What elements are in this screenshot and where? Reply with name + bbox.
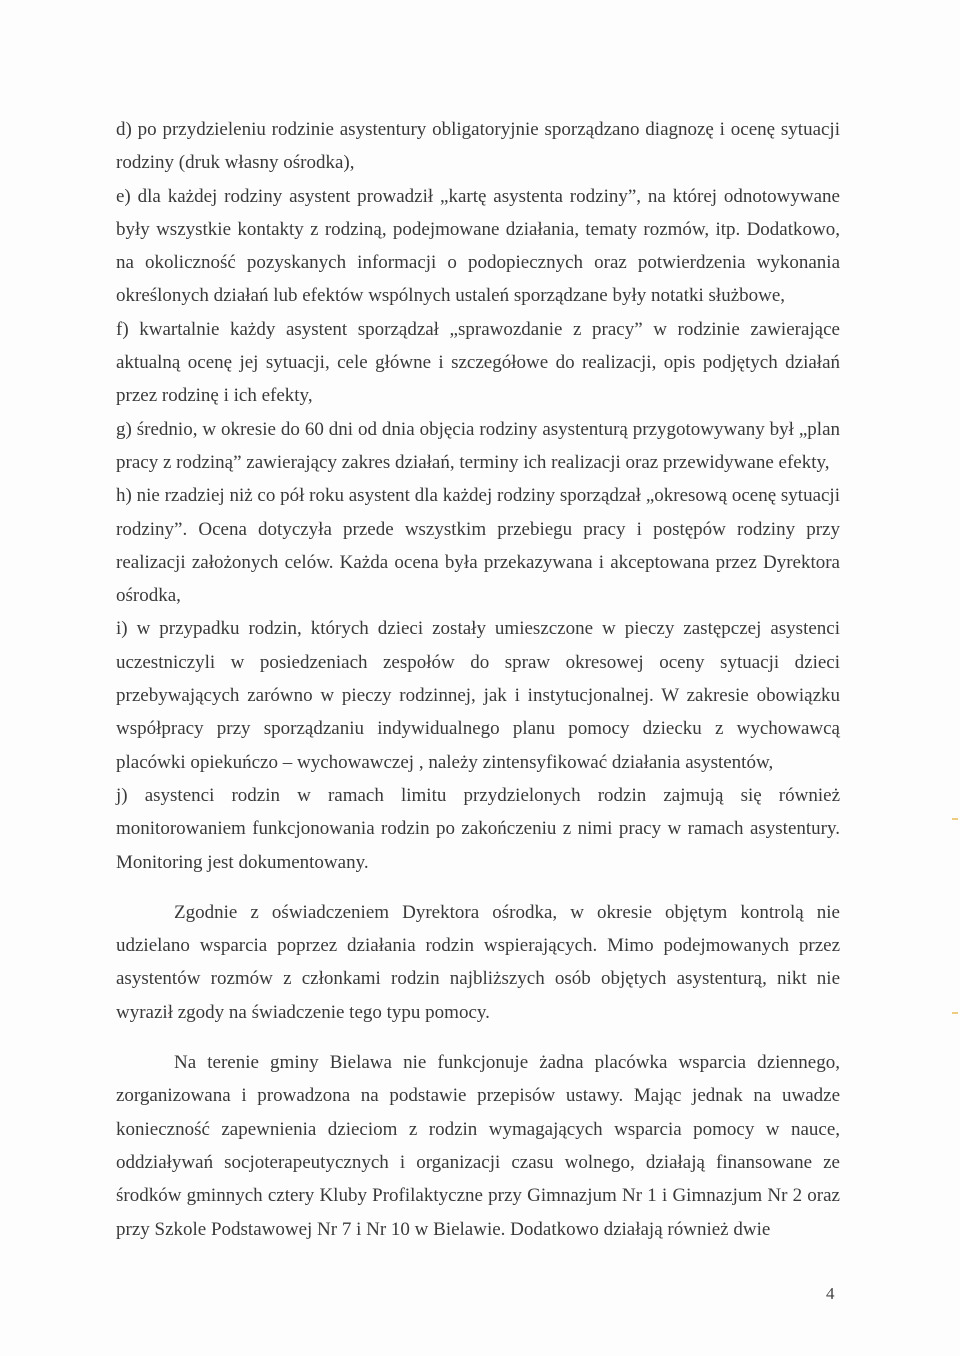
document-body [116, 113, 840, 1246]
list-item-g: g) średnio, w okresie do 60 dni od dnia objęcia rodziny asystenturą przygotowywany był „plan pracy z rodziną” zawierający zakres działań, terminy ich realizacji oraz przewidywane efekty, [116, 418, 840, 473]
paragraph-bielawa-support: Na terenie gminy Bielawa nie funkcjonuje żadna placówka wsparcia dziennego, zorganizowana i prowadzona na podstawie przepisów ustawy. Mając jednak na uwadze konieczność zapewnienia dzieciom z rodzin wymagających wsparcia pomocy w nauce, oddziaływań socjoterapeutycznych i organizacji czasu wolnego, działają finansowane ze środków gminnych cztery Kluby Profilaktyczne przy Gimnazjum Nr 1 i Gimnazjum Nr 2 oraz przy Szkole Podstawowej Nr 7 i Nr 10 w Bielawie. Dodatkowo działają również dwie [116, 1052, 840, 1240]
list-item-e: e) dla każdej rodziny asystent prowadził „kartę asystenta rodziny”, na której odnotowywane były wszystkie kontakty z rodziną, podejmowane działania, tematy rozmów, itp. Dodatkowo, na okoliczność pozyskanych informacji o podopiecznych oraz potwierdzenia wykonania określonych działań lub efektów wspólnych ustaleń sporządzane były notatki służbowe, [116, 185, 840, 307]
paragraph-director-statement: Zgodnie z oświadczeniem Dyrektora ośrodka, w okresie objętym kontrolą nie udzielano wsparcia poprzez działania rodzin wspierających. Mimo podejmowanych przez asystentów rozmów z członkami rodzin najbliższych osób objętych asystenturą, nikt nie wyraził zgody na świadczenie tego typu pomocy. [116, 901, 840, 1023]
list-item-i: i) w przypadku rodzin, których dzieci zostały umieszczone w pieczy zastępczej asystenci uczestniczyli w posiedzeniach zespołów do spraw okresowej oceny sytuacji dzieci przebywających zarówno w pieczy rodzinnej, jak i instytucjonalnej. W zakresie obowiązku współpracy przy sporządzaniu indywidualnego planu pomocy dziecku z wychowawcą placówki opiekuńczo – wychowawczej , należy zintensyfikować działania asystentów, [116, 618, 840, 773]
scan-edge-mark [952, 818, 958, 820]
page-number: 4 [826, 1284, 835, 1303]
list-item-d: d) po przydzieleniu rodzinie asystentury obligatoryjnie sporządzano diagnozę i ocenę sytuacji rodziny (druk własny ośrodka), [116, 119, 840, 174]
list-item-f: f) kwartalnie każdy asystent sporządzał „sprawozdanie z pracy” w rodzinie zawierające aktualną ocenę jej sytuacji, cele główne i szczegółowe do realizacji, opis podjętych działań przez rodzinę i ich efekty, [116, 318, 840, 407]
scan-edge-mark [952, 1012, 958, 1014]
list-item-h: h) nie rzadziej niż co pół roku asystent dla każdej rodziny sporządzał „okresową ocenę sytuacji rodziny”. Ocena dotyczyła przede wszystkim przebiegu pracy i postępów rodziny przy realizacji założonych celów. Każda ocena była przekazywana i akceptowana przez Dyrektora ośrodka, [116, 485, 840, 607]
list-item-j: j) asystenci rodzin w ramach limitu przydzielonych rodzin zajmują się również monitorowaniem funkcjonowania rodzin po zakończeniu z nimi pracy w ramach asystentury. Monitoring jest dokumentowany. [116, 784, 840, 873]
